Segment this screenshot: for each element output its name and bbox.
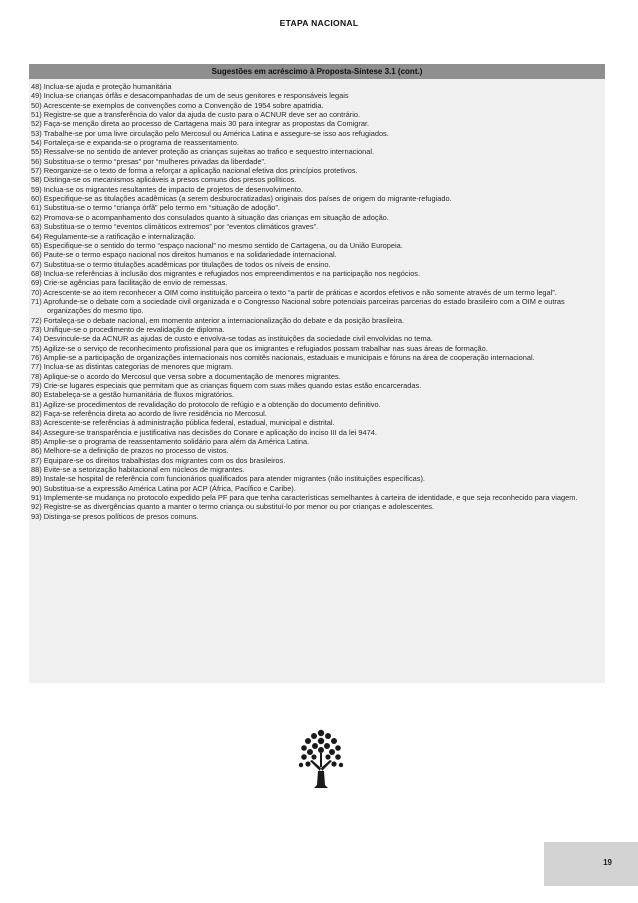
list-item: 91) Implemente-se mudança no protocolo expedido pela PF para que tenha características semelhantes à carteira de identidade, e que seja reconhecido para viagem. (31, 493, 578, 503)
section-title: ETAPA NACIONAL (279, 18, 359, 28)
list-item: 86) Melhore-se a definição de prazos no processo de vistos. (31, 446, 229, 456)
list-item: 87) Equipare-se os direitos trabalhistas dos migrantes com os dos brasileiros. (31, 455, 286, 465)
list-item: 82) Faça-se referência direta ao acordo de livre residência no Mercosul. (31, 409, 267, 419)
list-item: 85) Amplie-se o programa de reassentamento solidário para além da América Latina. (31, 437, 310, 447)
list-item: 88) Evite-se a setorização habitacional em núcleos de migrantes. (31, 465, 245, 475)
list-item: 67) Substitua-se o termo titulações acadêmicas por titulações de todos os níveis de ensino. (31, 259, 331, 269)
list-item: 93) Distinga-se presos políticos de presos comuns. (31, 511, 199, 521)
list-item: 75) Agilize-se o serviço de reconhecimento profissional para que os imigrantes e refugiados possam trabalhar nas suas áreas de formação. (31, 343, 488, 353)
list-item: 70) Acrescente-se ao item reconhecer a OIM como instituição parceira o texto “a partir de práticas e acordos efetivos e não somente através de um termo legal”. (31, 287, 557, 297)
list-item: 77) Inclua-se as distintas categorias de menores que migram. (31, 362, 234, 372)
list-item: 84) Assegure-se transparência e justificativa nas decisões do Conare e aplicação do inciso III da lei 9474. (31, 427, 377, 437)
table-title: Sugestões em acréscimo à Proposta-Síntese 3.1 (cont.) (29, 64, 605, 79)
list-item: 52) Faça-se menção direta ao processo de Cartagena mais 30 para integrar as propostas da Comigrar. (31, 119, 370, 129)
tree-logo-icon (296, 727, 346, 789)
list-item: 61) Substitua-se o termo “criança órfã” pelo termo em “situação de adoção”. (31, 203, 280, 213)
list-item: 50) Acrescente-se exemplos de convenções como a Convenção de 1954 sobre apatridia. (31, 100, 324, 110)
list-item: 81) Agilize-se procedimentos de revalidação do protocolo de refúgio e a obtenção do documento definitivo. (31, 399, 381, 409)
list-item: 74) Desvincule-se da ACNUR as ajudas de custo e envolva-se todas as instituições da sociedade civil envolvidas no tema. (31, 334, 433, 344)
list-item: 72) Fortaleça-se o debate nacional, em momento anterior a internacionalização do debate e da posição brasileira. (31, 315, 405, 325)
list-item: 58) Distinga-se os mecanismos aplicáveis a presos comuns dos presos políticos. (31, 175, 297, 185)
list-item: 55) Ressalve-se no sentido de antever proteção as crianças sujeitas ao trafico e sequestro internacional. (31, 147, 375, 157)
list-item: 48) Inclua-se ajuda e proteção humanitária (31, 82, 172, 91)
list-item: 57) Reorganize-se o texto de forma a reforçar a aplicação nacional efetiva dos princípios protetivos. (31, 166, 358, 176)
list-item: 60) Especifique-se as titulações acadêmicas (a serem desburocratizadas) originais dos países de origem do migrante-refugiado. (31, 194, 452, 204)
list-item: 65) Especifique-se o sentido do termo “espaço nacional” no mesmo sentido de Cartagena, ou da União Europeia. (31, 240, 403, 250)
list-item: 59) Inclua-se os migrantes resultantes de impacto de projetos de desenvolvimento. (31, 184, 303, 194)
list-item: 51) Registre-se que a transferência do valor da ajuda de custo para o ACNUR deve ser ao contrário. (31, 110, 361, 120)
list-item: 64) Regulamente-se a ratificação e internalização. (31, 231, 196, 241)
list-item: 90) Substitua-se a expressão América Latina por ACP (África, Pacífico e Caribe). (31, 483, 296, 493)
list-item: 89) Instale-se hospital de referência com funcionários qualificados para atender migrantes (não instituições específicas). (31, 474, 425, 484)
list-item: 54) Fortaleça-se e expanda-se o programa de reassentamento. (31, 138, 239, 148)
list-item: 69) Crie-se agências para facilitação de envio de remessas. (31, 278, 228, 288)
list-item: 78) Aplique-se o acordo do Mercosul que versa sobre a documentação de menores migrantes. (31, 371, 341, 381)
suggestions-list (29, 79, 605, 521)
list-item: 62) Promova-se o acompanhamento dos consulados quanto à situação das crianças em situação de adoção. (31, 212, 389, 222)
list-item: 71) Aprofunde-se o debate com a sociedade civil organizada e o Congresso Nacional sobre potenciais parceiras parcerias do estado brasileiro com a OIM e outras organizações do mesmo tipo. (31, 296, 565, 316)
list-item: 49) Inclua-se crianças órfãs e desacompanhadas de um de seus genitores e responsáveis legais (31, 91, 349, 101)
page-number-box (544, 842, 638, 886)
list-item: 68) Inclua-se referências à inclusão dos migrantes e refugiados nos empreendimentos e na participação nos negócios. (31, 268, 421, 278)
list-item: 79) Crie-se lugares especiais que permitam que as crianças fiquem com suas mães quando estas estão encarceradas. (31, 381, 422, 390)
list-item: 73) Unifique-se o procedimento de revalidação de diploma. (31, 324, 225, 334)
list-item: 56) Substitua-se o termo “presas” por “mulheres privadas da liberdade”. (31, 156, 266, 166)
list-item: 76) Amplie-se a participação de organizações internacionais nos comitês nacionais, estaduais e municipais e fóruns na área de cooperação internacional. (31, 352, 535, 362)
suggestions-table (29, 64, 605, 683)
list-item: 83) Acrescente-se referências à administração pública federal, estadual, municipal e distrital. (31, 418, 335, 428)
page-number: 19 (603, 858, 612, 867)
list-item: 66) Paute-se o termo espaço nacional nos direitos humanos e na solidariedade internacional. (31, 250, 337, 260)
list-item: 80) Estabeleça-se a gestão humanitária de fluxos migratórios. (31, 390, 234, 400)
list-item: 53) Trabalhe-se por uma livre circulação pelo Mercosul ou América Latina e assegure-se isso aos refugiados. (31, 128, 389, 138)
list-item: 92) Registre-se as divergências quanto a manter o termo criança ou substituí-lo por menor ou por crianças e adolescentes. (31, 502, 434, 512)
list-item: 63) Substitua-se o termo “eventos climáticos extremos” por “eventos climáticos graves”. (31, 222, 319, 232)
